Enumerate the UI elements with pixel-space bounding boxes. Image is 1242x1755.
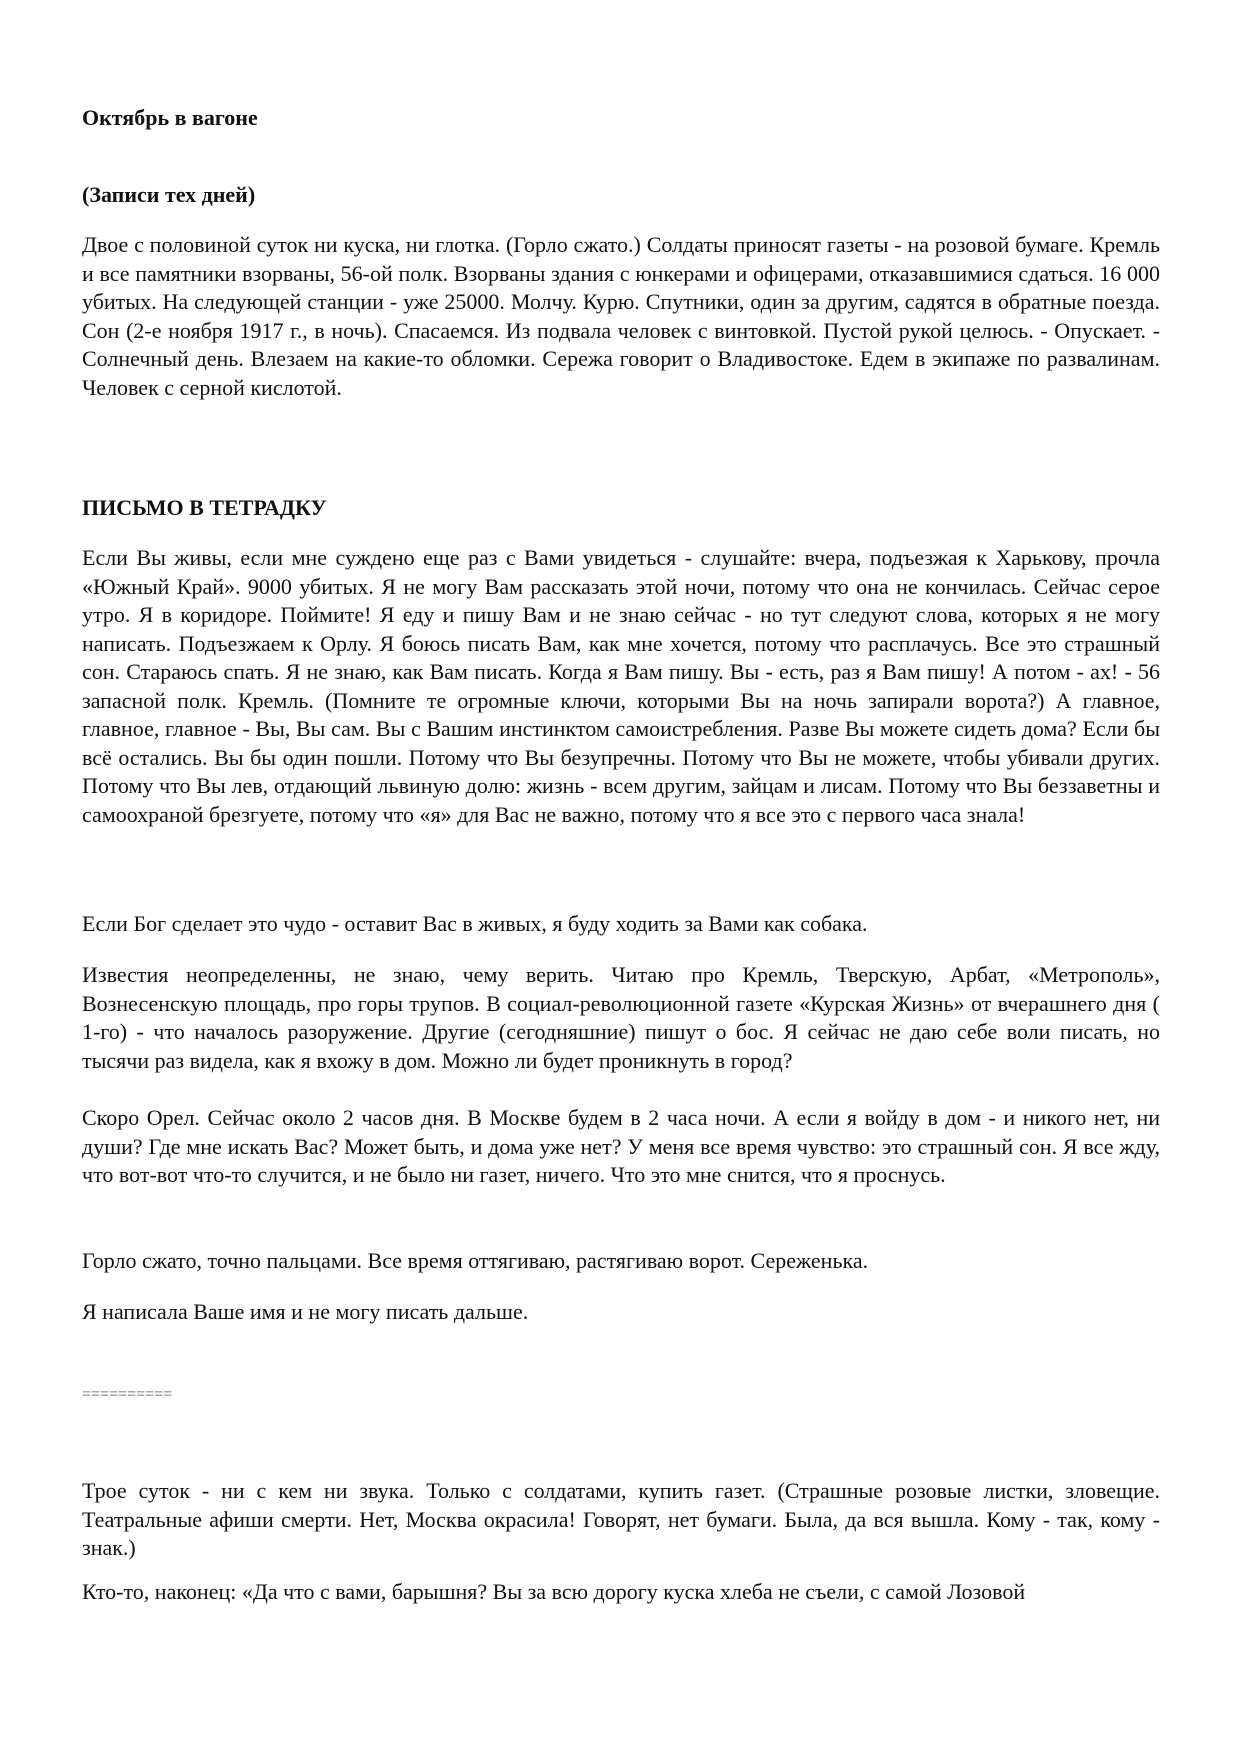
letter-paragraph-4: Скоро Орел. Сейчас около 2 часов дня. В Москве будем в 2 часа ночи. А если я войду в дом - и никого нет, ни души? Где мне искать Вас? Может быть, и дома уже нет? У меня все время чувство: это страшный сон. Я все жду, что вот-вот что-то случится, и не было ни газет, ничего. Что это мне снится, что я проснусь. [82,1105,1160,1187]
after-paragraph-2: Кто-то, наконец: «Да что с вами, барышня? Вы за всю дорогу куска хлеба не съели, с самой Лозовой [82,1579,1026,1604]
after-paragraph-1: Трое суток - ни с кем ни звука. Только с солдатами, купить газет. (Страшные розовые листки, зловещие. Театральные афиши смерти. Нет, Москва окрасила! Говорят, нет бумаги. Была, да вся вышла. Кому - так, кому - знак.) [82,1478,1160,1560]
letter-paragraph-3: Известия неопределенны, не знаю, чему верить. Читаю про Кремль, Тверскую, Арбат, «Метрополь», Вознесенскую площадь, про горы трупов. В социал-революционной газете «Курская Жизнь» от вчерашнего дня ( 1-го) - что началось разоружение. Другие (сегодняшние) пишут о бос. Я сейчас не даю себе воли писать, но тысячи раз видела, как я вхожу в дом. Можно ли будет проникнуть в город? [82,962,1160,1073]
letter-paragraph-2: Если Бог сделает это чудо - оставит Вас в живых, я буду ходить за Вами как собака. [82,911,868,936]
intro-paragraph: Двое с половиной суток ни куска, ни глотка. (Горло сжато.) Солдаты приносят газеты - на розовой бумаге. Кремль и все памятники взорваны, 56-ой полк. Взорваны здания с юнкерами и офицерами, отказавшимися сдаться. 16 000 убитых. На следующей станции - уже 25000. Молчу. Курю. Спутники, один за другим, садятся в обратные поезда. Сон (2-е ноября 1917 г., в ночь). Спасаемся. Из подвала человек с винтовкой. Пустой рукой целюсь. - Опускает. - Солнечный день. Влезаем на какие-то обломки. Сережа говорит о Владивостоке. Едем в экипаже по развалинам. Человек с серной кислотой. [82,232,1160,400]
section-separator: ========== [82,1386,173,1403]
document-subtitle: (Записи тех дней) [82,182,256,207]
letter-paragraph-6: Я написала Ваше имя и не могу писать дальше. [82,1299,529,1324]
letter-heading: ПИСЬМО В ТЕТРАДКУ [82,495,327,520]
document-title: Октябрь в вагоне [82,105,258,130]
letter-paragraph-1: Если Вы живы, если мне суждено еще раз с Вами увидеться - слушайте: вчера, подъезжая к Харькову, прочла «Южный Край». 9000 убитых. Я не могу Вам рассказать этой ночи, потому что она не кончилась. Сейчас серое утро. Я в коридоре. Поймите! Я еду и пишу Вам и не знаю сейчас - но тут следуют слова, которых я не могу написать. Подъезжаем к Орлу. Я боюсь писать Вам, как мне хочется, потому что расплачусь. Все это страшный сон. Стараюсь спать. Я не знаю, как Вам писать. Когда я Вам пишу. Вы - есть, раз я Вам пишу! А потом - ах! - 56 запасной полк. Кремль. (Помните те огромные ключи, которыми Вы на ночь запирали ворота?) А главное, главное, главное - Вы, Вы сам. Вы с Вашим инстинктом самоистребления. Разве Вы можете сидеть дома? Если бы всё остались. Вы бы один пошли. Потому что Вы безупречны. Потому что Вы не можете, чтобы убивали других. Потому что Вы лев, отдающий львиную долю: жизнь - всем другим, зайцам и лисам. Потому что Вы беззаветны и самоохраной брезгуете, потому что «я» для Вас не важно, потому что я все это с первого часа знала! [82,545,1160,827]
letter-paragraph-5: Горло сжато, точно пальцами. Все время оттягиваю, растягиваю ворот. Сереженька. [82,1248,869,1273]
